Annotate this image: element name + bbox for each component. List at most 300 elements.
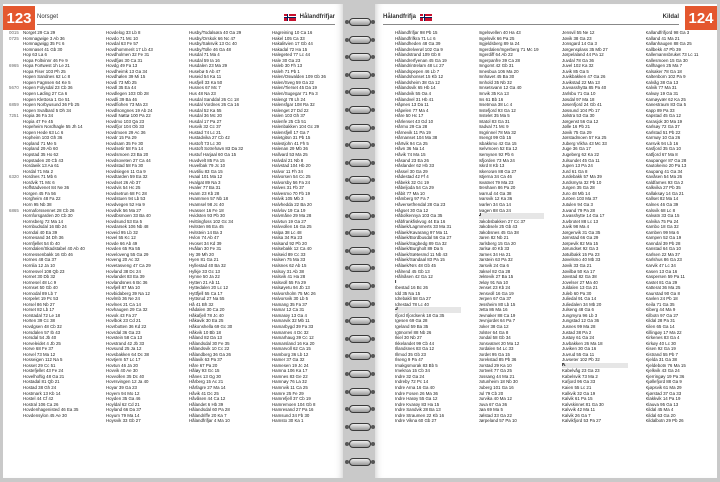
place-name: Håvn 36 Na 14 (395, 146, 425, 152)
place-name: Hovdvegen 52 Ha 9 (106, 201, 145, 207)
place-name: Hvaal 101 Ma 12 (189, 174, 223, 180)
place-name: Jerpen 67 Ga 37 (478, 296, 512, 302)
place-name: Ibestad 16 Bc 26 (395, 285, 428, 291)
place-name: Jessheim 80 Lb 15 (478, 301, 516, 307)
place-name: Jørnstad 66 Ga 29 (562, 235, 599, 241)
place-name: Hovel 55 Kc 12 (106, 235, 136, 241)
place-name: Instefjord 93 Ga 12 (478, 107, 516, 113)
place-name: Hovdli 39 Ba 46 (106, 96, 137, 102)
place-name: Juröen 103 Ma 37 (562, 196, 598, 202)
place-name: Jakobsnes 45 Ga 38 (478, 229, 519, 235)
place-name: Juvand 79 Pa 28 (562, 207, 595, 213)
place-name: Katfjord 67 Ma 8 (645, 152, 678, 158)
place-name: Jakobsbakken 27 Cc 37 (478, 218, 526, 224)
place-name: Jøvstad 82 Ga 38 (562, 274, 597, 280)
place-name: Juvikbakken 47 Ga 26 (562, 74, 606, 80)
place-name: Hopen Sandnes 62 Lc 8 (23, 74, 71, 80)
index-entry (175, 418, 254, 424)
place-name: Halestjohn 41 Fh 5 (272, 140, 309, 146)
place-name: Horten 39 Cc 38 (23, 318, 55, 324)
place-name: Kalvøy 19 Ga 31 (645, 91, 679, 97)
place-name: Ilseng 9 Pa 47 (395, 357, 424, 363)
place-name: Kjørstad 37 Ga 33 (645, 390, 682, 396)
postal-code (92, 418, 106, 424)
place-name: Hålandriffe 20 Ka 7 (189, 412, 227, 418)
index-entry (548, 418, 628, 424)
index-column (632, 30, 712, 474)
place-name: Indre Fosen 26 Ma 36 (395, 390, 438, 396)
binding-ring (349, 176, 371, 184)
place-name: Juvikstad 22 Ma 13 (562, 79, 600, 85)
place-name: Hostmark 13 Kb 14 (23, 390, 61, 396)
place-name: Kafjord 96 Ga 33 (562, 379, 596, 385)
place-name: Jusnes 99 Ma 28 (562, 323, 596, 329)
place-name: Håbolkennya 103 Ga 35 (395, 213, 443, 219)
place-name: Hårtvik 94 Ca 25 (395, 140, 428, 146)
place-name: Hopen Løding 27 Ca 6 (23, 91, 68, 97)
place-name: Hovland 38 Dc 24 (106, 268, 141, 274)
place-name: Husby/Saksvik 13 Gc 40 (189, 41, 237, 47)
place-name: Kautokeino 20 Pa 13 (645, 163, 687, 169)
place-name: Kildal 28 Pa 31 (645, 318, 676, 324)
place-name: Hovdarsek 106 Nb 48 (106, 224, 149, 230)
place-name: Hyttfjell 55 Ca 17 (189, 290, 223, 296)
place-name: Hamsto 30 Ka 1 (272, 418, 304, 424)
place-name: Ingelsvik 66 Pa 25 (478, 35, 515, 41)
place-name: Halsvoll 55 Fa 29 (272, 279, 306, 285)
place-name: Hovrbotten 36 Kd 22 (106, 323, 147, 329)
binding-ring (349, 247, 371, 255)
place-name: Hale 30 Ga 23 (272, 57, 301, 63)
place-name: Hoyum 79 Ma 14 (106, 412, 140, 418)
place-name: Hovrsvingen 12 Ja 40 (106, 379, 149, 385)
place-name: Hågset 30 Ga 12 (395, 207, 429, 213)
place-name: Jektevik 27 Ba 15 (478, 274, 514, 280)
place-name: Kjelkvik 43 Ga 24 (645, 368, 680, 374)
place-name: Itreshavn 86 Pa 20 (478, 185, 516, 191)
place-name: Hopa Foltvinnr 46 Fe 9 (23, 57, 68, 63)
place-name: Jaksel 82 Ga 28 (478, 268, 511, 274)
place-name: Husdal 71 Ma 4 (189, 52, 220, 58)
place-name: Hovdensylon 45 Ae 30 (23, 412, 67, 418)
place-name: Håbit 77 Ma 10 (395, 190, 425, 196)
place-name: Hyttedalen 20 Lc 12 (189, 285, 229, 291)
place-name: Juvvasshytta 85 Pa 40 (562, 85, 607, 91)
place-name: Hustoft Sotrehavn 83 Da 32 (189, 146, 244, 152)
place-name: Hoveid 95 Lb 32 (106, 229, 138, 235)
place-name: Hoveloveng 55 Ga 29 (106, 251, 149, 257)
place-name: Horndalen/Skadstabel 40 Ab 40 (23, 246, 85, 252)
place-name: Horgheim 48 Fa 22 (23, 196, 61, 202)
place-name: Jurgen 35 Ga 28 (562, 185, 595, 191)
place-name: Hovelhoftig 48 Ga 21 (23, 373, 65, 379)
place-name: Hordal 71 Ma 2 (23, 168, 54, 174)
place-name: Juliedalen 34 Mb 20 (562, 301, 602, 307)
place-name: Juviken 30 Ga 16 (562, 346, 597, 352)
place-name: Håkonshella 69 Gc 30 (189, 323, 233, 329)
place-name: Husby/Orskok 66 Nc 47 (189, 35, 236, 41)
header-left-end: Hålandfrifjar (299, 14, 335, 20)
place-name: Halegeted 77 Lc 44 (272, 52, 311, 58)
place-name: Kanstad 64 Ga 10 (645, 246, 681, 252)
norway-flag-icon (284, 14, 296, 21)
place-name: Hopheim 103 Gh 36 (23, 135, 63, 141)
place-name: Horpelet 19 Pc 53 (23, 296, 59, 302)
place-name: Kisen 92 Ga 19 (645, 346, 676, 352)
place-name: Hakadal 72 Ha 15 (272, 46, 308, 52)
binding-ring (349, 282, 371, 290)
place-name: Innhold 35 Nb 32 (478, 79, 512, 85)
place-name: Hovdmo 103 Qa 23 (106, 118, 145, 124)
place-name: Hålandspepen 46 Lb 7 (395, 68, 440, 74)
binding-ring (349, 458, 371, 466)
place-name: Husfjell 33 Ka 50 (189, 79, 223, 85)
place-name: Halenfe 25 Cb 51 (272, 118, 307, 124)
place-name: Klakkvik 14 Pa 19 (645, 396, 681, 402)
place-name: Halenget 27 Dd 22 (272, 107, 309, 113)
binding-ring (349, 440, 371, 448)
place-name: Kirkenes 83 Ga 4 (645, 335, 680, 341)
place-name: Jøa 69 Ma 5 (478, 407, 503, 413)
place-name: Horstadal 72 Le 18 (23, 312, 61, 318)
place-name: Kalvatn 33 Ga 15 (645, 213, 680, 219)
postal-code (632, 418, 646, 424)
place-name: Hovetasveng 47 Ca 29 (106, 262, 151, 268)
place-name: Halvhedda 22 Ba 20 (272, 201, 312, 207)
place-name: Julsundet 45 Ga 11 (562, 157, 600, 163)
place-name: Husvik 32 Cc 37 (189, 124, 221, 130)
place-name: Jeløy 91 Na 10 (478, 279, 509, 285)
place-name: Kabelvåg 23 Ga 23 (562, 368, 600, 374)
place-name: Hallvard 53 Ma 25 (272, 152, 308, 158)
place-name: Jarsvik 24 Ga 6 (478, 262, 510, 268)
spiral-binding (343, 0, 375, 482)
place-name: Justad 38 Pa 2 (562, 329, 592, 335)
place-name: Hålaek/Burgholt 89 Da 5 (395, 246, 443, 252)
place-name: Hålaek/Sandaal 83 Pa 15 (395, 257, 445, 263)
place-name: Håsand 23 Ea 26 (395, 157, 429, 163)
place-name: Hoyldal 62 Cd 21 (106, 401, 140, 407)
place-name: Halvorsvik 30 Lb 5 (272, 296, 309, 302)
place-name: Kalvik 77 Ma 31 (645, 85, 677, 91)
place-name: Ivarsvik 12 Ka 36 (478, 196, 513, 202)
place-name: Kamben 99 Ma 6 (645, 229, 679, 235)
place-name: Kjeldebotn 76 Ma 15 (645, 362, 686, 368)
place-name: Hovdsund 53 Ea 5 (106, 218, 143, 224)
place-name: Hålavik 63 Pa 37 (189, 357, 223, 363)
place-name: Kallemannsbruket 73 Lc 11 (645, 52, 699, 58)
place-name: Hovdstuen 94 Lb 53 (106, 196, 146, 202)
place-name: Jøvelsmo 40 Mb 33 (562, 257, 601, 263)
place-name: Hoveng 20 Ac 32 (106, 257, 140, 263)
index-entry (92, 418, 171, 424)
place-name: Hovdstad 58 Fa 30 (106, 163, 144, 169)
place-name: Jarlsberg 15 Ga 20 (478, 240, 516, 246)
index-entry (258, 418, 337, 424)
place-name: Istjerna 34 Ca 46 (478, 174, 512, 180)
place-name: Hosseigen 112 Na 5 (23, 357, 63, 363)
place-name: Hornlia 12 Ja 10 (23, 262, 55, 268)
place-name: Kistrand 55 Pb 7 (645, 351, 678, 357)
place-name: Hvlon 74 Ab 47 (189, 235, 219, 241)
place-name: Håløy 93 Gc 15 (189, 368, 220, 374)
place-name: Hus 48 Na 23 (189, 91, 216, 97)
place-name: Kiberg 44 Ma 9 (645, 307, 676, 313)
place-name: Hopia 47 Fe 45 (23, 118, 54, 124)
index-column (175, 30, 254, 474)
place-name: Hålaek/Sætesmd 11 Nb 43 (395, 251, 448, 257)
place-name: Hopstaden 20 Cb 43 (23, 157, 64, 163)
place-name: Ingerdiff 64 Ab 22 (478, 52, 513, 58)
place-name: Hovdgsen 48 Cb 32 (23, 323, 62, 329)
place-name: Jørundset 92 Ga 3 (562, 246, 599, 252)
place-name: Irsgrinnel 78 Ma 32 (478, 129, 517, 135)
place-name: Hådalen 30 Ca 20 (189, 307, 225, 313)
binding-ring (349, 53, 371, 61)
place-name: Juvik 85 Ga 5 (562, 68, 589, 74)
place-name: Hamang 35 Fa 37 (272, 301, 308, 307)
place-name: Homnaset 41 Gb 30 (23, 46, 63, 52)
place-name: Hamna 106 Ka 17 (272, 368, 308, 374)
place-name: Indre 32 Ga 24 (395, 373, 425, 379)
place-name: Håland 82 Da 13 (189, 335, 222, 341)
place-name: Hålandrerfyenan 45 Ga 19 (395, 57, 447, 63)
place-name: Kalvik 61 Pa 15 (562, 396, 593, 402)
place-name: Hovdelog 33 Lb 8 (106, 30, 141, 35)
place-name: Kallaksøy 14 Ga 21 (645, 190, 684, 196)
place-name: Indreby 72 Pc 14 (395, 379, 429, 385)
place-name: Horset 82 Lb 17 (23, 307, 55, 313)
postal-code: 6965 (9, 63, 19, 69)
place-name: Hålandfrifjar 4 Ma 10 (189, 418, 230, 424)
place-name: Kabelsvik 73 Ma 2 (562, 373, 598, 379)
place-name: Halsvik 41 Ha 28 (272, 274, 306, 280)
place-name: J (479, 213, 545, 219)
place-name: Kastet 81 Ga 29 (645, 279, 678, 285)
place-name: Jurdsmyra 32 Pb 10 (562, 179, 602, 185)
place-name: Kalvåg 38 Ga 13 (645, 79, 679, 85)
place-name: Jordet 95 Ga 15 (478, 351, 510, 357)
place-name: Horvel 73 Ma 12 (23, 351, 56, 357)
place-name: Halvorsholm 75 Mc 26 (272, 290, 316, 296)
place-name: Hoyland 66 Da 37 (106, 407, 142, 413)
place-name: Horsel 86 Nb 27 (23, 301, 55, 307)
place-name: Husdal Vordnes 26 Ca 16 (189, 102, 240, 108)
norway-flag-icon (420, 14, 432, 21)
binding-ring (349, 423, 371, 431)
place-name: Hovsund 25 Ja 12 (106, 346, 142, 352)
place-name: Husdal 52 Ka 55 (189, 107, 222, 113)
place-name: Hålaek/Lagmmerts 33 Ma 31 (395, 224, 452, 230)
place-name: Hovsbakken 64 Dc 38 (106, 351, 149, 357)
place-name: Juldalen 13 Ga 21 (562, 285, 598, 291)
place-name: Halen/Sugegar 71 Pa 3 (272, 91, 318, 97)
place-name: Kanndal 39 Pb 28 (645, 240, 681, 246)
place-name: Kavlen 24 Pb 18 (645, 296, 678, 302)
place-name: Hordnes 71 Mb 6 (23, 174, 57, 180)
place-name: Hovdfjøs 30 Ca 31 (106, 57, 143, 63)
place-name: Kjøllefjord 88 Ga 9 (645, 379, 682, 385)
place-name: Iselvmoen 52 Ea 12 (478, 146, 518, 152)
index-entry (381, 418, 461, 424)
place-name: Hovdsiegen 11 Ga 9 (106, 168, 146, 174)
place-name: Hylkje 33 Gc 13 (189, 268, 220, 274)
place-name: Hålandfrifkra 71 Lc 6 (395, 35, 436, 41)
header-right-end: Kildal (662, 14, 679, 20)
place-name: Jortveit 77 Ga 25 (478, 368, 512, 374)
place-name: Hopa Fortwest 1h Le 21 (23, 63, 70, 69)
place-name: Hovdsoveten 27 Ca 44 (106, 157, 151, 163)
place-name: Idd 35 Na 15 (395, 290, 421, 296)
place-name: Katterat 36 Ma 25 (645, 285, 681, 291)
place-name: Hovdsmoen 23 Ba 20 (106, 152, 149, 158)
place-name: Kalvika 75 Pa 24 (645, 218, 679, 224)
place-name: Kildal 63 Ga 20 (645, 412, 676, 418)
place-name: Jøtulbakk 15 Pa 23 (562, 251, 600, 257)
place-name: Indre Kvarøy 83 Ha 15 (395, 401, 440, 407)
place-name: Håre 50 Hc 17 (395, 113, 424, 119)
place-name: Jøvik 75 Ga 29 (562, 129, 592, 135)
place-name: Hovdholmen 32 Fe 31 (106, 52, 150, 58)
place-name: Hovdbsmoen 33 Ba 40 (106, 213, 151, 219)
place-name: Håssel 30 Ga 29 (395, 168, 428, 174)
place-name: Karasjok 30 Ma 19 (645, 118, 683, 124)
postal-code: 5670 (9, 85, 19, 91)
place-name: Isvatnet 79 Ma 23 (478, 179, 514, 185)
place-name: Kjøpsvik 61 Ma 29 (645, 385, 682, 390)
header-left-start: Norsget (37, 14, 59, 20)
binding-ring (349, 317, 371, 325)
place-name: Kallset 82 Ma 14 (645, 196, 679, 202)
place-name: Hornesvel 108 Qb 23 (23, 268, 65, 274)
place-name: Hornesand 34 Dh 36 (23, 235, 64, 241)
place-name: Kallhagen 25 Ma 7 (645, 63, 683, 69)
place-name: Jørstadmoen 57 Ka 25 (562, 135, 607, 141)
place-name: Hårnanset 104 Ma 38 (395, 135, 438, 141)
place-name: Hovlmb 36 Ne 24 (106, 296, 140, 302)
place-name: Hovdal 63 Fe 57 (106, 41, 139, 47)
place-name: Halsand 92 Pb 20 (272, 240, 307, 246)
place-name: Juvrud 55 Ga 11 (562, 351, 595, 357)
place-name: Jøvilbø 50 Ka 17 (562, 268, 595, 274)
place-name: Jørgenvik 31 Ga 35 (562, 229, 601, 235)
place-name: Halvdal 21 Nb 8 (272, 157, 304, 163)
index-entry (632, 418, 712, 424)
place-name: Innhavet 45 Ba 30 (478, 74, 515, 80)
place-name: Hornessenbakk 16 Gb 46 (23, 251, 73, 257)
place-name: Ikiel 30 Nb 27 (395, 335, 422, 341)
place-name: Huseid 54 Ka 11 (189, 74, 222, 80)
place-name: Husebø 5 Ab 47 (189, 68, 221, 74)
place-name: Innesbua 106 Ma 20 (478, 68, 519, 74)
place-name: Hopeheim Nordhagle 55 Jh 14 (23, 124, 83, 130)
place-name: Hopen Svalbard 5 Dh 34 (23, 107, 72, 113)
place-name: Jørgensplass 35 Mb 27 (562, 46, 608, 52)
place-name: Kjerringøy 19 Pa 36 (645, 373, 685, 379)
index-entry (9, 413, 88, 419)
place-name: Hamrefjell 37 Cb 19 (272, 396, 311, 402)
place-name: Hovdfjor 104 Ob 33 (106, 124, 145, 130)
place-name: Halpa 38 Lc 48 (272, 229, 302, 235)
postal-code: 0725 (9, 35, 19, 41)
place-name: Hovdl 35 Ea 44 (106, 85, 137, 91)
place-name: Hamar 12 Ca 31 (272, 307, 305, 313)
place-name: Hovdsam 35 Fe 30 (106, 140, 144, 146)
place-name: Hornset 50 Gb 40 (23, 285, 58, 291)
place-name: Hostad 38 Gh 24 (23, 385, 57, 390)
place-name: Kasfjord 35 Ga 10 (645, 146, 681, 152)
place-name: Jaren 82 Nb 21 (478, 235, 509, 241)
place-name: Håbeljoda 54 Ca 29 (395, 185, 434, 191)
place-name: Hvam 23 Kb 28 (189, 190, 220, 196)
place-name: Hålandsvik 65 Hb 14 (395, 85, 436, 91)
place-name: Kapstad 45 Ga 12 (645, 113, 681, 119)
place-name: Hålandsdal 60 Pa 28 (189, 407, 230, 413)
page-number-right: 124 (685, 6, 717, 30)
place-name: Hamarbygd 39 Fa 33 (272, 323, 314, 329)
place-name: Halensfgar 108 Ra 32 (272, 102, 315, 108)
place-name: Innvik 35 Ka 13 (478, 91, 509, 97)
place-name: Hytten 21 Ab 11 (189, 279, 220, 285)
place-name: Hovdenhagenisted 46 Ea 35 (23, 407, 79, 413)
place-name: Illmod 35 Gb 23 (395, 351, 426, 357)
place-name: Hålandrintrelam 48 Lc 27 (395, 63, 445, 69)
place-name: Hovdheimk 13 Ga 34 (106, 68, 148, 74)
place-name: Halseid 89 Cc 33 (272, 251, 306, 257)
place-name: Jevnjordet 64 Pa 7 (478, 318, 516, 324)
place-name: Karmøy 10 Ga 26 (645, 135, 681, 141)
place-name: Hålaek/Nrs 48 Gb 45 (395, 262, 436, 268)
place-name: Hådestad 42 Ff 4 (395, 174, 429, 180)
place-name: Hovbidaberg 39 Na 12 (106, 290, 150, 296)
place-name: Halen/Tierset 45 Da 19 (272, 85, 317, 91)
place-name: Halsnes 62 Ab 15 (272, 262, 307, 268)
place-name: Håbfrankfiskvog 44 Ea 16 (395, 218, 446, 224)
place-name: Indre Straumen 22 Kb 16 (395, 412, 445, 418)
place-name: Hovtun 46 Ja 20 (106, 362, 138, 368)
place-name: Hovdhølen 39 Mi 15 (106, 74, 146, 80)
place-name: Hoyem 94 Mo 12 (106, 390, 140, 396)
place-name: Håpnes 13 Da 11 (395, 102, 429, 108)
place-name: Kalvik 26 Ga 7 (562, 412, 591, 418)
place-name: Hamre 25 Fe 29 (272, 390, 304, 396)
place-name: Juvdal 78 Ga 36 (562, 57, 594, 63)
place-name: Hamnøy 76 La 32 (272, 379, 307, 385)
place-name: Kilen 65 Ga 14 (645, 323, 675, 329)
place-name: Jutulen 94 Ga 3 (562, 201, 594, 207)
place-name: Hovdlsongnes 19 Ab 24 (106, 107, 153, 113)
place-name: Håbekk 32 Gc 19 (395, 179, 429, 185)
place-name: Halvik 105 Mb 3 (272, 196, 304, 202)
place-name: Kaspersen 59 Pa 11 (645, 274, 685, 280)
place-name: Hårnevik 11 Pa 19 (395, 129, 431, 135)
place-name: Ivagen 88 Ga 24 (478, 207, 511, 213)
place-name: Innsetsvann 12 Ga 40 (478, 85, 522, 91)
place-name: Hop 63 La 6 (23, 52, 47, 58)
place-name: Illandsnes 83 Ga 12 (395, 346, 435, 352)
binding-ring (349, 36, 371, 44)
place-name: Halen/Sveg 59 Ga 22 (272, 79, 314, 85)
place-name: Hornet 30 Db 32 (23, 274, 56, 280)
place-name: Håre 67 Pa 20 (189, 362, 218, 368)
place-name: Jurd 61 Ga 8 (562, 168, 588, 174)
place-name: Karlshus 86 Ga 23 (645, 257, 682, 263)
place-name: Hovdlegen 103 Ob 28 (106, 91, 149, 97)
place-name: Husby/Tolle 46 Ga 48 (189, 46, 231, 52)
place-name: Hovdo 71 Mc 10 (106, 35, 138, 41)
place-name: Jøsdal 97 Ma 18 (562, 96, 595, 102)
place-name: Karlstad 51 Pb 22 (645, 129, 681, 135)
